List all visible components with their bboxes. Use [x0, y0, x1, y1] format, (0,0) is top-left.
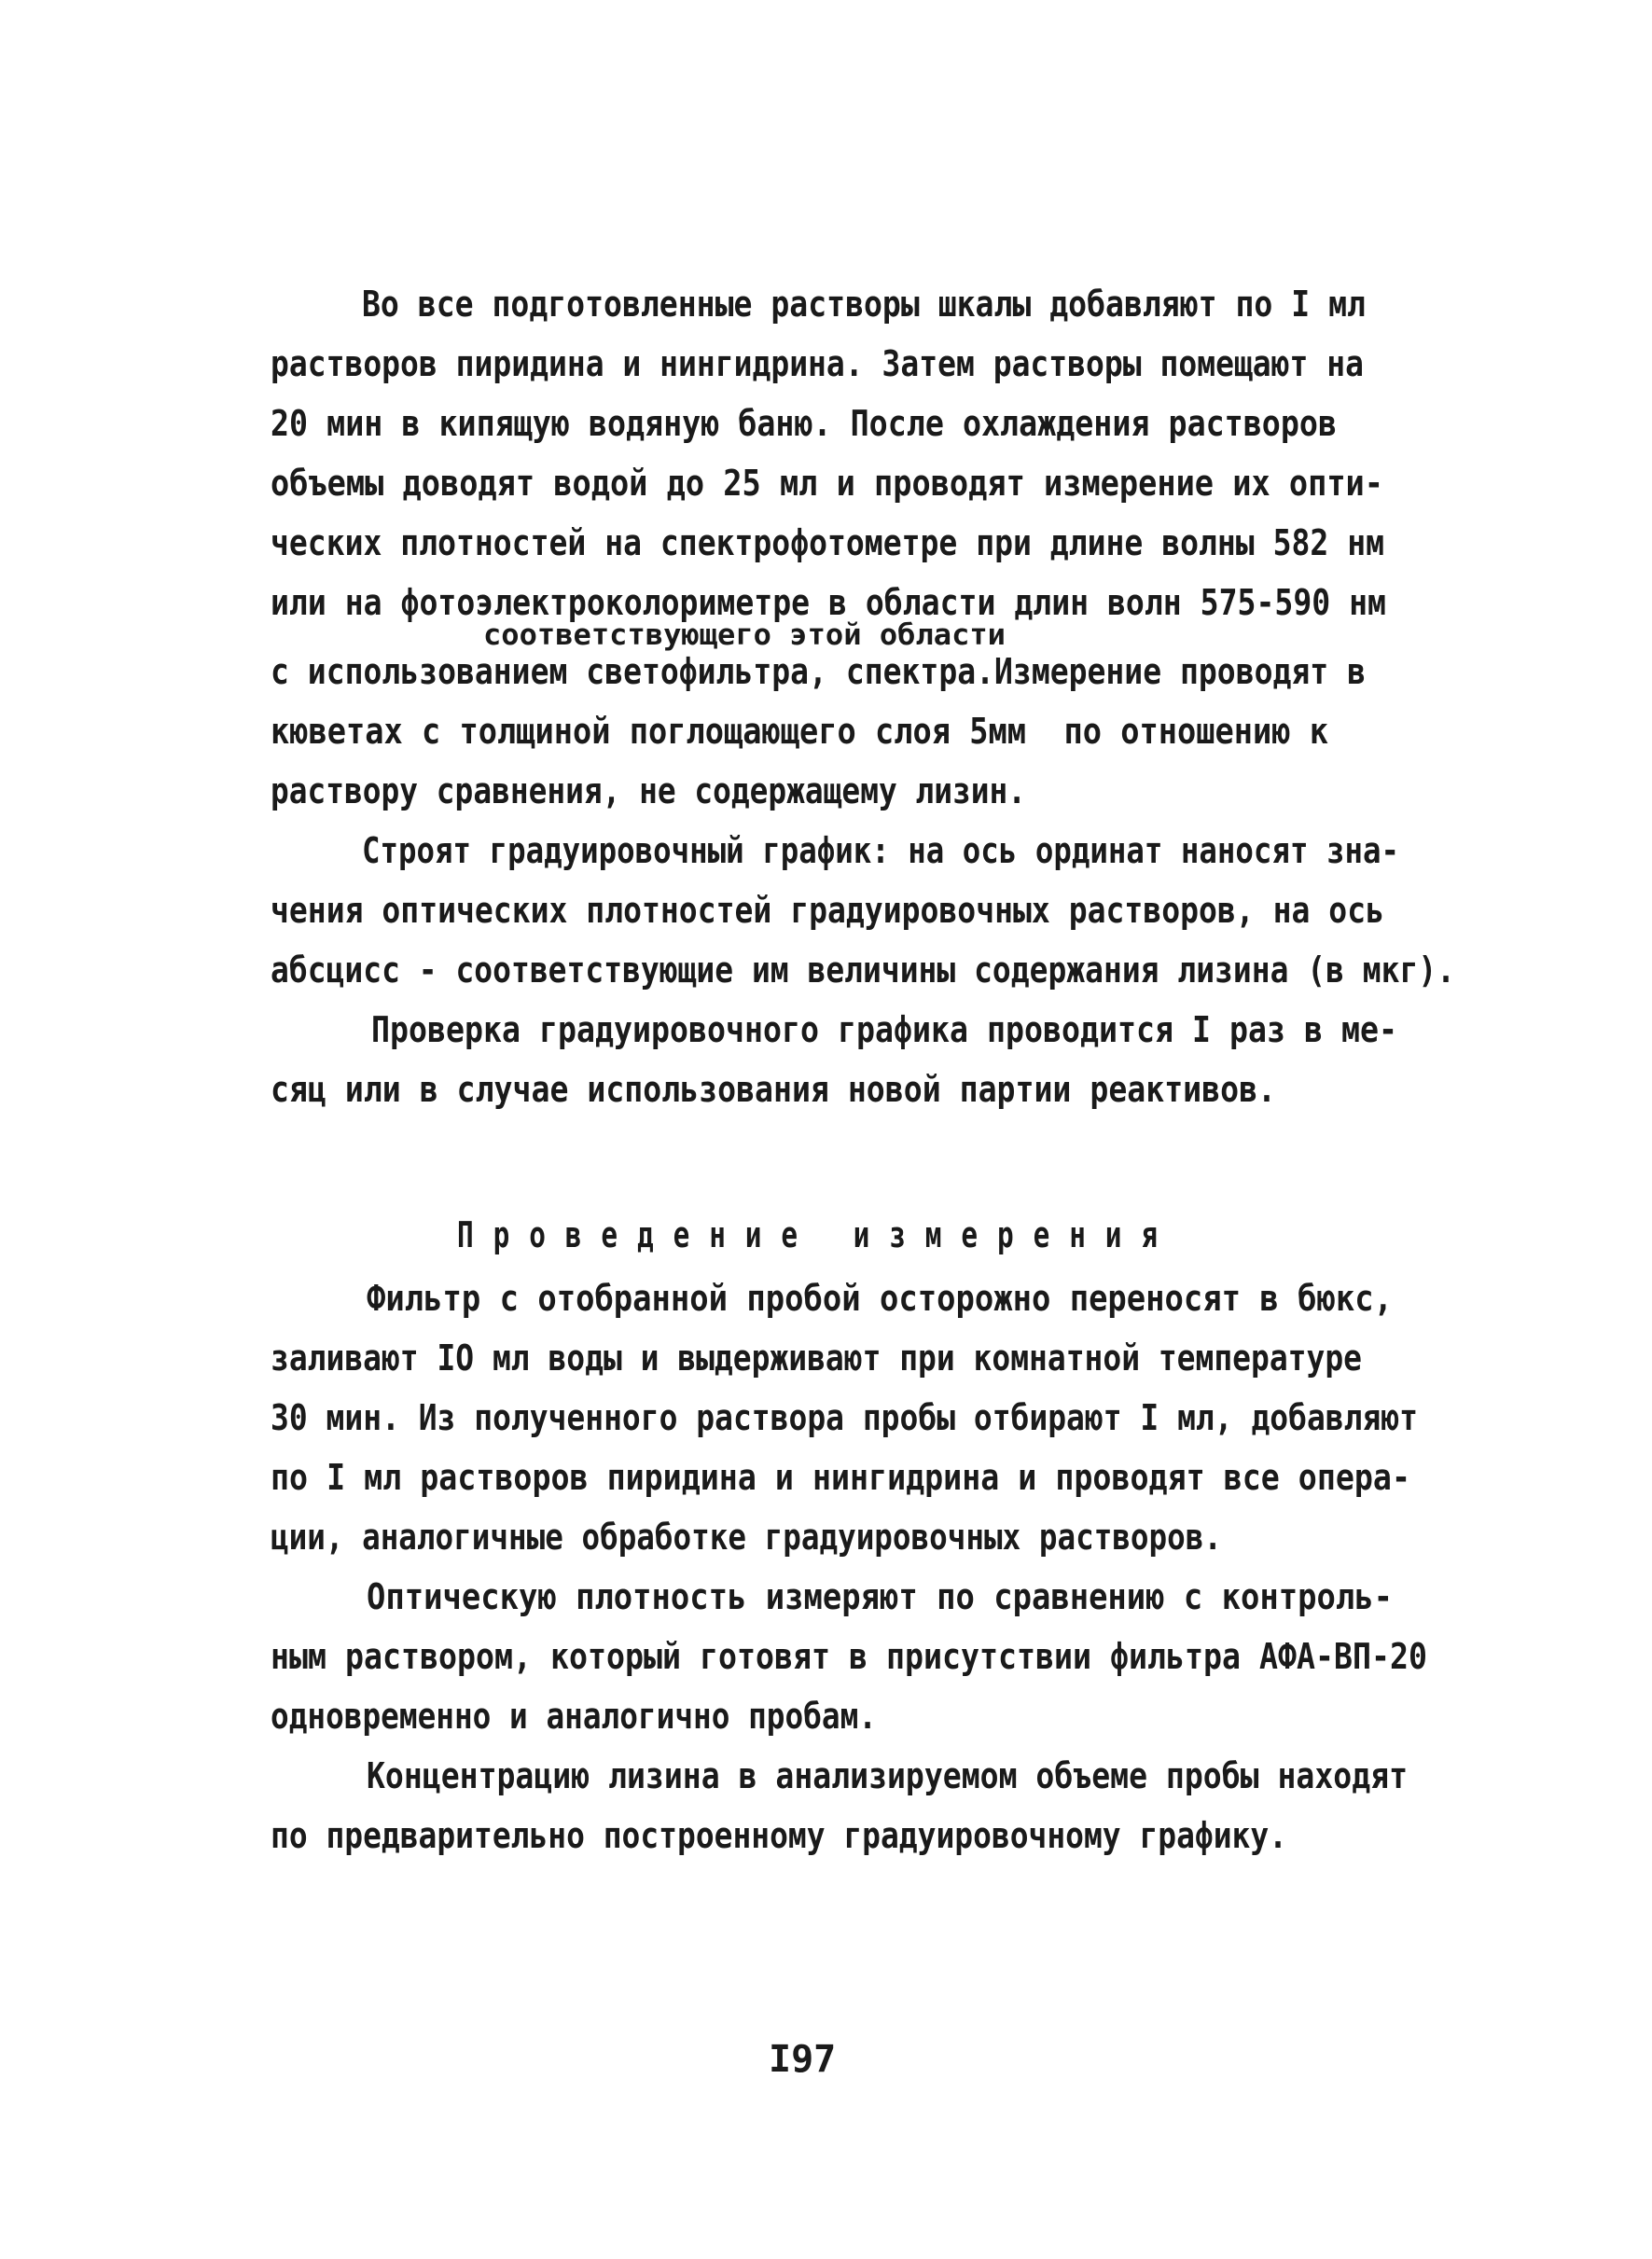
- page-number: I97: [769, 2038, 837, 2081]
- p1-line-6: или на фотоэлектроколориметре в области длин волн 575-590 нм: [271, 582, 1386, 623]
- p1-line-2: растворов пиридина и нингидрина. Затем растворы помещают на: [271, 343, 1364, 384]
- p3-line-1: Проверка градуировочного графика проводится I раз в ме-: [371, 1009, 1397, 1050]
- p5-line-3: одновременно и аналогично пробам.: [271, 1696, 877, 1737]
- p4-line-2: заливают IO мл воды и выдерживают при комнатной температуре: [271, 1337, 1362, 1379]
- p1-insertion: соответствующего этой области: [483, 618, 1006, 652]
- p4-line-3: 30 мин. Из полученного раствора пробы отбирают I мл, добавляют: [271, 1397, 1418, 1438]
- p4-line-5: ции, аналогичные обработке градуировочных растворов.: [271, 1517, 1222, 1558]
- p2-line-3: абсцисс - соответствующие им величины содержания лизина (в мкг).: [271, 949, 1455, 991]
- p1-line-1: Во все подготовленные растворы шкалы добавляют по I мл: [362, 284, 1366, 325]
- p6-line-2: по предварительно построенному градуировочному графику.: [271, 1815, 1287, 1856]
- p4-line-1: Фильтр с отобранной пробой осторожно переносят в бюкс,: [367, 1278, 1393, 1319]
- p6-line-1: Концентрацию лизина в анализируемом объеме пробы находят: [367, 1755, 1408, 1796]
- p1-line-4: объемы доводят водой до 25 мл и проводят измерение их опти-: [271, 463, 1383, 504]
- p5-line-2: ным раствором, который готовят в присутствии фильтра АФА-ВП-20: [271, 1636, 1427, 1677]
- p1-line-7: с использованием светофильтра, спектра.Измерение проводят в: [271, 651, 1366, 692]
- p5-line-1: Оптическую плотность измеряют по сравнению с контроль-: [367, 1576, 1393, 1617]
- p2-line-1: Строят градуировочный график: на ось ординат наносят зна-: [362, 830, 1399, 871]
- p3-line-2: сяц или в случае использования новой партии реактивов.: [271, 1069, 1276, 1110]
- section-heading: Проведение измерения: [457, 1214, 1177, 1255]
- p1-line-3: 20 мин в кипящую водяную баню. После охлаждения растворов: [271, 403, 1337, 444]
- p1-line-8: кюветах с толщиной поглощающего слоя 5мм по отношению к: [271, 711, 1328, 752]
- p4-line-4: по I мл растворов пиридина и нингидрина и проводят все опера-: [271, 1457, 1410, 1498]
- p1-line-9: раствору сравнения, не содержащему лизин.: [271, 770, 1026, 811]
- p1-line-5: ческих плотностей на спектрофотометре при длине волны 582 нм: [271, 522, 1384, 563]
- p2-line-2: чения оптических плотностей градуировочных растворов, на ось: [271, 890, 1384, 931]
